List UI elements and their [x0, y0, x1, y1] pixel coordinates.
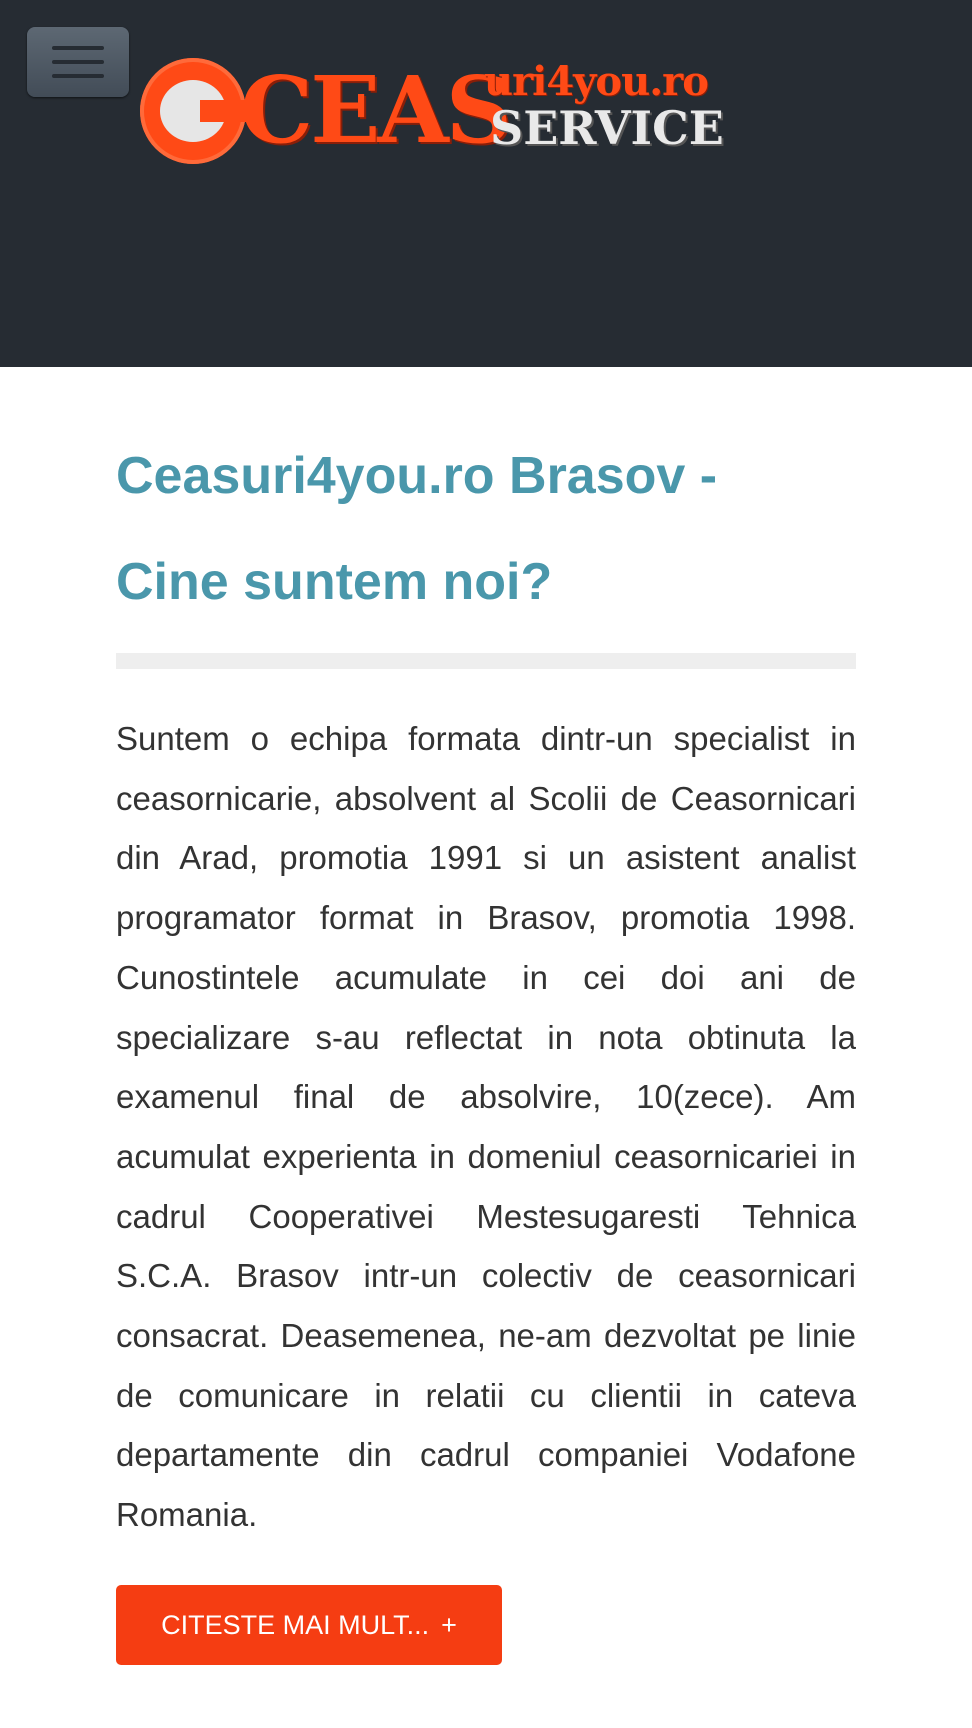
site-logo[interactable]	[140, 55, 752, 170]
article-title-line2: Cine suntem noi?	[116, 553, 553, 611]
article-body: Suntem o echipa formata dintr-un specialist in ceasornicarie, absolvent al Scolii de Ceasornicari din Arad, promotia 1991 si un asistent analist programator format in Brasov, promotia 1998. Cunostintele acumulate in cei doi ani de specializare s-au reflectat in nota obtinuta la examenul final de absolvire, 10(zece). Am acumulat experienta in domeniul ceasornicariei in cadrul Cooperativei Mestesugaresti Tehnica S.C.A. Brasov intr-un colectiv de ceasornicari consacrat. Deasemenea, ne-am dezvoltat pe linie de comunicare in relatii cu clientii in cateva departamente din cadrul companiei Vodafone Romania.	[116, 720, 856, 1534]
read-more-label: CITESTE MAI MULT...	[161, 1609, 430, 1640]
hamburger-icon-bar	[52, 74, 104, 78]
article-section	[116, 420, 856, 1665]
site-header	[0, 0, 972, 367]
article-title	[116, 420, 856, 635]
plus-icon: +	[441, 1609, 457, 1640]
hamburger-icon-bar	[52, 60, 104, 64]
logo-service-text: SERVICE	[490, 101, 724, 155]
hamburger-icon-bar	[52, 46, 104, 50]
title-divider	[116, 653, 856, 669]
read-more-button[interactable]	[116, 1585, 502, 1665]
logo-domain-text: uri4you.ro	[484, 58, 708, 105]
logo-c-emblem	[140, 58, 246, 164]
article-title-line1: Ceasuri4you.ro Brasov -	[116, 447, 718, 505]
logo-main-text: CEAS	[240, 56, 510, 164]
menu-toggle-button[interactable]	[27, 27, 129, 97]
